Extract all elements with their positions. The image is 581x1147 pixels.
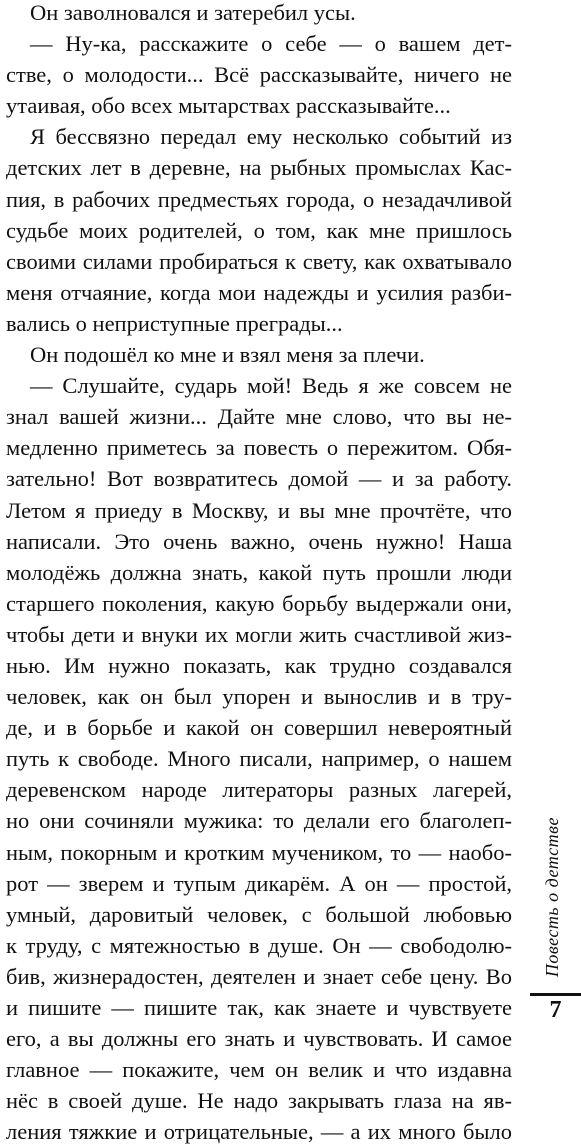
text-line: но они сочиняли мужика: то делали его благолеп- — [6, 808, 512, 834]
text-line: рот — зверем и тупым дикарём. А он — простой, — [6, 870, 512, 896]
running-head — [532, 802, 572, 992]
text-line: его, а вы должны его знать и чувствовать. И самое — [6, 1026, 512, 1052]
text-line: путь к свободе. Много писали, например, о нашем — [6, 746, 512, 772]
text-line: нью. Им нужно показать, как трудно создавался — [6, 652, 512, 678]
text-line: бив, жизнерадостен, деятелен и знает себе цену. Во — [6, 963, 512, 989]
text-line: нёс в своей душе. Не надо закрывать глаза на яв- — [6, 1088, 512, 1114]
text-line: написали. Это очень важно, очень нужно! Наша — [6, 528, 512, 554]
text-line: старшего поколения, какую борьбу выдержали они, — [6, 590, 512, 616]
text-line: человек, как он был упорен и вынослив и в тру- — [6, 684, 512, 710]
text-line: зательно! Вот возвратитесь домой — и за работу. — [6, 466, 512, 492]
text-line: пия, в рабочих предместьях города, о незадачливой — [6, 186, 512, 212]
text-line: — Ну-ка, расскажите о себе — о вашем дет- — [30, 31, 512, 57]
text-line: Он подошёл ко мне и взял меня за плечи. — [30, 342, 425, 368]
text-line: молодёжь должна знать, какой путь прошли люди — [6, 559, 512, 585]
text-line: Он заволновался и затеребил усы. — [30, 0, 356, 25]
text-line: знал вашей жизни... Дайте мне слово, что вы не- — [6, 404, 512, 430]
text-line: судьбе моих родителей, о том, как мне пришлось — [6, 217, 512, 243]
text-line: меня отчаяние, когда мои надежды и усилия разби- — [6, 279, 512, 305]
text-line: и пишите — пишите так, как знаете и чувствуете — [6, 995, 512, 1020]
text-line: медленно приметесь за повесть о пережитом. Обя- — [6, 435, 512, 461]
text-line: — Слушайте, сударь мой! Ведь я же совсем не — [30, 373, 512, 399]
text-line: утаивая, обо всех мытарствах рассказывайте... — [6, 93, 451, 119]
text-line: Летом я приеду в Москву, и вы мне прочтёте, что — [6, 497, 512, 523]
text-line: детских лет в деревне, на рыбных промыслах Кас- — [6, 155, 512, 181]
running-head-title: Повесть о детстве — [541, 816, 562, 978]
text-line: главное — покажите, чем он велик и что издавна — [6, 1057, 512, 1083]
text-line: Я бессвязно передал ему несколько событий из — [30, 124, 512, 150]
text-line: деревенском народе литераторы разных лагерей, — [6, 777, 512, 803]
text-line: чтобы дети и внуки их могли жить счастливой жиз- — [6, 621, 512, 647]
page-number: 7 — [549, 997, 562, 1023]
body-text — [6, 0, 512, 1147]
text-line: ным, покорным и кротким мучеником, то — наобо- — [6, 839, 512, 865]
text-line: де, и в борьбе и какой он совершил невероятный — [6, 715, 512, 741]
text-line: стве, о молодости... Всё рассказывайте, ничего не — [6, 62, 512, 88]
text-line: ления тяжкие и отрицательные, — а их много было — [6, 1119, 512, 1145]
text-line: своими силами пробираться к свету, как охватывало — [6, 248, 512, 274]
text-line: умный, даровитый человек, с большой любовью — [6, 901, 512, 927]
text-line: к труду, с мятежностью в душе. Он — свободолю- — [6, 932, 512, 958]
text-line: вались о неприступные преграды... — [6, 310, 343, 336]
